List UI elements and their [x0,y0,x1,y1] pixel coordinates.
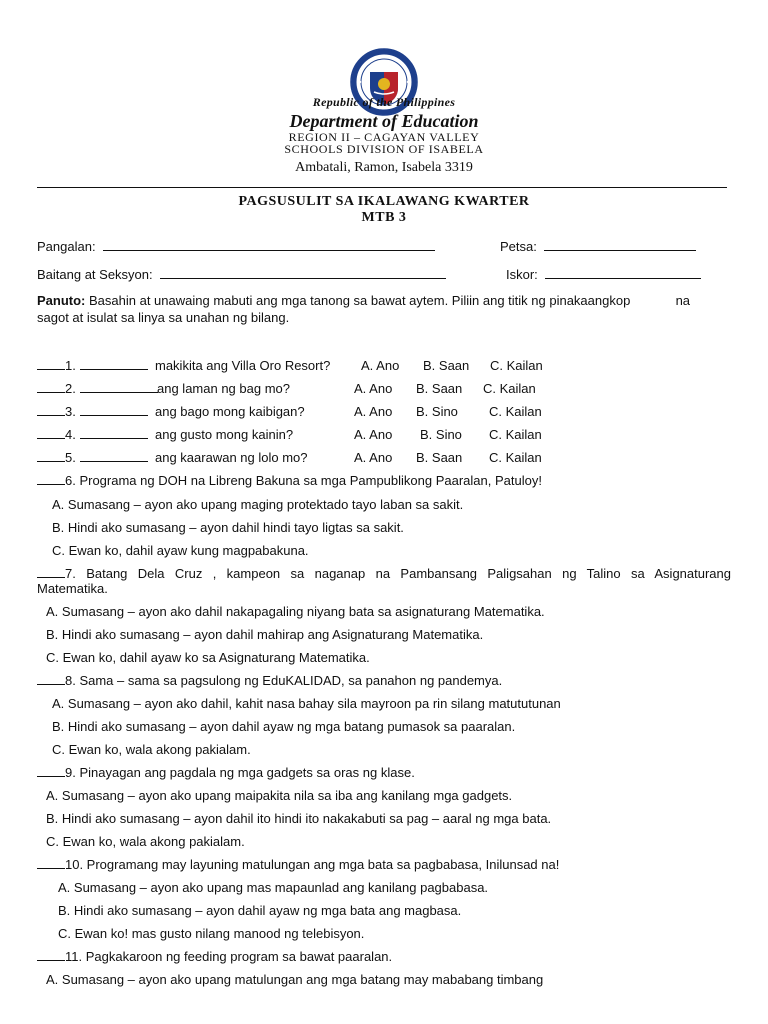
option-c[interactable]: C. Kailan [489,404,542,419]
address-label: Ambatali, Ramon, Isabela 3319 [295,160,473,175]
question-number-row [37,358,148,373]
question-number: 3. [65,404,76,419]
division-label: SCHOOLS DIVISION OF ISABELA [284,142,484,156]
question-text: ang gusto mong kainin? [155,427,294,442]
option-c[interactable]: C. Ewan ko, wala akong pakialam. [46,834,245,849]
question-number: 1. [65,358,76,373]
test-title: PAGSUSULIT SA IKALAWANG KWARTER [238,194,530,209]
option-a[interactable]: A. Sumasang – ayon ako upang maging protektado tayo laban sa sakit. [52,497,464,512]
option-c[interactable]: C. Kailan [483,381,536,396]
answer-blank[interactable] [37,949,65,961]
instructions-label: Panuto: [37,293,86,308]
option-c[interactable]: C. Kailan [489,450,542,465]
option-b[interactable]: B. Sino [416,404,458,419]
option-a[interactable]: A. Sumasang – ayon ako dahil, kahit nasa bahay sila mayroon pa rin silang matututunan [52,696,561,711]
option-c[interactable]: C. Kailan [490,358,543,373]
instructions [37,292,731,326]
question-number-row [37,427,148,442]
fill-in-blank[interactable] [80,404,148,416]
option-c[interactable]: C. Ewan ko, dahil ayaw ko sa Asignaturang Matematika. [46,650,370,665]
score-field[interactable] [506,266,701,282]
question-11 [37,949,392,964]
option-a[interactable]: A. Sumasang – ayon ako upang matulungan ang mga batang may mababang timbang [46,972,544,987]
date-line[interactable] [544,238,696,251]
question-text: ang kaarawan ng lolo mo? [155,450,308,465]
option-a[interactable]: A. Ano [354,381,393,396]
question-prompt: 6. Programa ng DOH na Libreng Bakuna sa mga Pampublikong Paaralan, Patuloy! [65,473,542,488]
question-7-continued: Matematika. [37,581,108,596]
option-b[interactable]: B. Saan [423,358,470,373]
question-6 [37,473,542,488]
option-a[interactable]: A. Ano [354,427,393,442]
subject-title: MTB 3 [361,210,407,225]
region-label: REGION II – CAGAYAN VALLEY [288,130,480,144]
question-text: ang bago mong kaibigan? [155,404,305,419]
republic-label: Republic of the Philippines [312,95,456,109]
date-label: Petsa: [500,239,537,254]
answer-blank[interactable] [37,427,65,439]
fill-in-blank[interactable] [80,358,148,370]
option-c[interactable]: C. Ewan ko! mas gusto nilang manood ng telebisyon. [58,926,365,941]
grade-section-label: Baitang at Seksyon: [37,267,153,282]
date-field[interactable] [500,238,696,254]
question-7 [37,566,731,581]
question-number: 4. [65,427,76,442]
option-c[interactable]: C. Kailan [489,427,542,442]
option-c[interactable]: C. Ewan ko, dahil ayaw kung magpabakuna. [52,543,309,558]
answer-blank[interactable] [37,473,65,485]
option-b[interactable]: B. Hindi ako sumasang – ayon dahil hindi tayo ligtas sa sakit. [52,520,404,535]
name-label: Pangalan: [37,239,96,254]
fill-in-blank[interactable] [80,381,158,393]
score-line[interactable] [545,266,701,279]
question-8 [37,673,502,688]
name-field[interactable] [37,238,435,254]
question-number-row [37,450,148,465]
option-b[interactable]: B. Hindi ako sumasang – ayon dahil ito hindi ito nakakabuti sa pag – aaral ng mga bata. [46,811,552,826]
option-a[interactable]: A. Sumasang – ayon ako upang maipakita nila sa iba ang kanilang mga gadgets. [46,788,513,803]
answer-blank[interactable] [37,566,65,578]
grade-section-line[interactable] [160,266,446,279]
option-c[interactable]: C. Ewan ko, wala akong pakialam. [52,742,251,757]
option-a[interactable]: A. Sumasang – ayon ako upang mas mapaunlad ang kanilang pagbabasa. [58,880,489,895]
instructions-text-c: sagot at isulat sa linya sa unahan ng bilang. [37,310,290,325]
question-10 [37,857,559,872]
question-prompt: 8. Sama – sama sa pagsulong ng EduKALIDAD, sa panahon ng pandemya. [65,673,503,688]
question-number-row [37,404,148,419]
option-b[interactable]: B. Saan [416,450,463,465]
question-prompt: 10. Programang may layuning matulungan ang mga bata sa pagbabasa, Inilunsad na! [65,857,560,872]
option-a[interactable]: A. Sumasang – ayon ako dahil nakapagaling niyang bata sa asignaturang Matematika. [46,604,545,619]
option-a[interactable]: A. Ano [361,358,400,373]
question-prompt: 9. Pinayagan ang pagdala ng mga gadgets sa oras ng klase. [65,765,415,780]
option-b[interactable]: B. Sino [420,427,462,442]
option-b[interactable]: B. Hindi ako sumasang – ayon dahil ayaw ng mga bata ang magbasa. [58,903,462,918]
answer-blank[interactable] [37,857,65,869]
answer-blank[interactable] [37,673,65,685]
score-label: Iskor: [506,267,538,282]
question-number: 5. [65,450,76,465]
question-9 [37,765,415,780]
grade-section-field[interactable] [37,266,446,282]
answer-blank[interactable] [37,358,65,370]
answer-blank[interactable] [37,450,65,462]
header-divider [37,187,727,188]
option-b[interactable]: B. Saan [416,381,463,396]
option-b[interactable]: B. Hindi ako sumasang – ayon dahil ayaw ng mga batang pumasok sa paaralan. [52,719,516,734]
fill-in-blank[interactable] [80,450,148,462]
fill-in-blank[interactable] [80,427,148,439]
instructions-text-b: na [675,293,691,308]
name-line[interactable] [103,238,435,251]
answer-blank[interactable] [37,404,65,416]
department-label: Department of Education [289,111,479,131]
option-b[interactable]: B. Hindi ako sumasang – ayon dahil mahirap ang Asignaturang Matematika. [46,627,484,642]
question-prompt: 7. Batang Dela Cruz , kampeon sa naganap na Pambansang Paligsahan ng Talino sa Asignaturang [65,566,731,581]
question-number-row [37,381,158,396]
option-a[interactable]: A. Ano [354,450,393,465]
question-prompt: 11. Pagkakaroon ng feeding program sa bawat paaralan. [65,949,393,964]
answer-blank[interactable] [37,381,65,393]
question-text: makikita ang Villa Oro Resort? [155,358,331,373]
answer-blank[interactable] [37,765,65,777]
question-text: ang laman ng bag mo? [157,381,290,396]
option-a[interactable]: A. Ano [354,404,393,419]
instructions-text-a: Basahin at unawaing mabuti ang mga tanong sa bawat aytem. Piliin ang titik ng pinakaangkop [89,293,631,308]
question-number: 2. [65,381,76,396]
